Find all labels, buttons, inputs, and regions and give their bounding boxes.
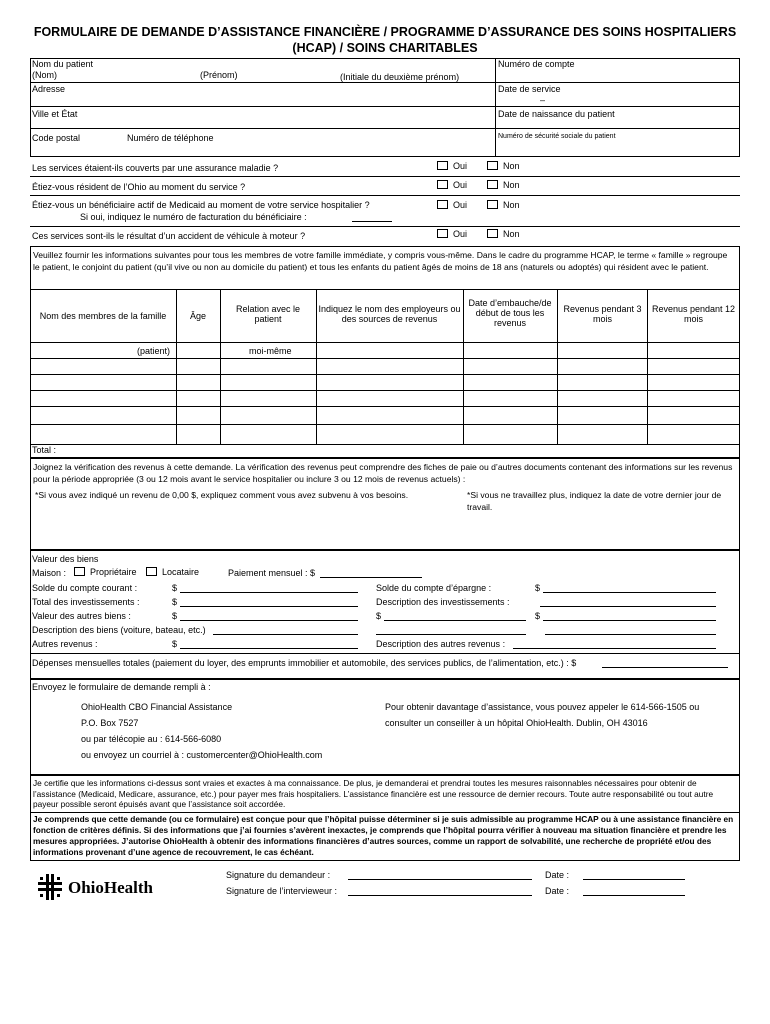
send-address-1: OhioHealth CBO Financial Assistance bbox=[81, 702, 233, 712]
dollar-sign: $ bbox=[535, 611, 541, 621]
date-field-1[interactable] bbox=[583, 879, 685, 880]
question-resident: Étiez-vous résident de l’Ohio au moment du service ? bbox=[32, 182, 246, 192]
checkbox-icon[interactable] bbox=[437, 161, 448, 170]
send-fax: ou par télécopie au : 614-566-6080 bbox=[81, 734, 222, 744]
dollar-sign: $ bbox=[172, 611, 178, 621]
col-header-3-mois: Revenus pendant 3 mois bbox=[563, 304, 642, 324]
checkbox-icon[interactable] bbox=[437, 200, 448, 209]
proprietaire-option[interactable]: Propriétaire bbox=[74, 567, 137, 577]
dollar-sign: $ bbox=[172, 583, 178, 593]
checkbox-icon[interactable] bbox=[487, 161, 498, 170]
patient-row-label: (patient) bbox=[137, 346, 171, 356]
adresse-label: Adresse bbox=[32, 84, 66, 94]
question-medicaid-followup: Si oui, indiquez le numéro de facturation du bénéficiaire : bbox=[80, 212, 307, 222]
dollar-sign: $ bbox=[172, 597, 178, 607]
note-dernier-jour: *Si vous ne travaillez plus, indiquez la date de votre dernier jour de travail. bbox=[467, 490, 722, 512]
assets-header: Valeur des biens bbox=[32, 554, 99, 564]
row-line bbox=[30, 226, 740, 227]
autres-revenus-label: Autres revenus : bbox=[32, 639, 98, 649]
col-line bbox=[220, 289, 221, 444]
total-label: Total : bbox=[32, 445, 57, 455]
solde-courant-label: Solde du compte courant : bbox=[32, 583, 138, 593]
checkbox-icon[interactable] bbox=[437, 180, 448, 189]
date-field-2[interactable] bbox=[583, 895, 685, 896]
solde-epargne-label: Solde du compte d’épargne : bbox=[376, 583, 492, 593]
medicaid-number-field[interactable] bbox=[352, 221, 392, 222]
send-header: Envoyez le formulaire de demande rempli à : bbox=[32, 682, 211, 692]
total-invest-label: Total des investissements : bbox=[32, 597, 140, 607]
row-line bbox=[30, 390, 740, 391]
ohiohealth-logo-mark bbox=[38, 872, 166, 902]
col-line bbox=[557, 289, 558, 444]
autre-bien-field-b[interactable] bbox=[543, 620, 716, 621]
paiement-mensuel-label: Paiement mensuel : $ bbox=[228, 568, 316, 578]
nom-du-patient-label: Nom du patient bbox=[32, 59, 94, 69]
form-title bbox=[30, 24, 740, 56]
solde-epargne-field[interactable] bbox=[543, 592, 716, 593]
paiement-mensuel-field[interactable] bbox=[320, 577, 422, 578]
date-service-dash: – bbox=[540, 95, 546, 105]
desc-autres-revenus-field[interactable] bbox=[513, 648, 716, 649]
col-header-employeurs: Indiquez le nom des employeurs ou des sources de revenus bbox=[318, 304, 461, 324]
send-address-2: P.O. Box 7527 bbox=[81, 718, 139, 728]
verification-text: Joignez la vérification des revenus à cette demande. La vérification des revenus peut comprendre des fiches de paie ou d’autres documents contenant des informations sur les revenus pour la période appropriée (3 ou 12 mois avant le service hospitalier ou inclure 3 ou 12 mois de revenus actuels) : bbox=[33, 462, 733, 484]
checkbox-icon[interactable] bbox=[146, 567, 157, 576]
checkbox-icon[interactable] bbox=[487, 180, 498, 189]
household-intro: Veuillez fournir les informations suivantes pour tous les membres de votre famille immédiate, y compris vous-même. Dans le cadre du programme HCAP, le terme « famille » regroupe le patient, le conjoint du patient (qu’il vive ou non au domicile du patient) et tous les enfants du patient âgés de moins de 18 ans (naturels ou adoptés) qui résident avec le patient. bbox=[33, 250, 728, 272]
send-help-2: consulter un conseiller à un hôpital OhioHealth. Dublin, OH 43016 bbox=[385, 718, 648, 728]
row-line bbox=[30, 176, 740, 177]
date-label-2: Date : bbox=[545, 886, 570, 896]
autre-bien-field-a[interactable] bbox=[384, 620, 526, 621]
col-header-relation: Relation avec le patient bbox=[235, 304, 301, 324]
logo-symbol-icon bbox=[38, 874, 62, 900]
locataire-option[interactable]: Locataire bbox=[146, 567, 199, 577]
desc-invest-field[interactable] bbox=[540, 606, 716, 607]
col-header-12-mois: Revenus pendant 12 mois bbox=[651, 304, 736, 324]
q3-oui[interactable]: Oui bbox=[437, 200, 467, 210]
title-line-2: (HCAP) / SOINS CHARITABLES bbox=[292, 41, 478, 55]
q3-non[interactable]: Non bbox=[487, 200, 520, 210]
description-biens-label: Description des biens (voiture, bateau, etc.) bbox=[32, 625, 206, 635]
col-header-date-embauche: Date d’embauche/de début de tous les revenus bbox=[468, 298, 552, 328]
checkbox-icon[interactable] bbox=[74, 567, 85, 576]
row-line bbox=[30, 106, 740, 107]
row-line bbox=[30, 374, 740, 375]
q4-oui[interactable]: Oui bbox=[437, 229, 467, 239]
row-line bbox=[30, 812, 740, 813]
row-line bbox=[30, 358, 740, 359]
signature-intervieweur-label: Signature de l’intervieweur : bbox=[226, 886, 338, 896]
description-biens-field-c[interactable] bbox=[545, 634, 716, 635]
description-biens-field[interactable] bbox=[213, 634, 358, 635]
dollar-sign: $ bbox=[535, 583, 541, 593]
checkbox-icon[interactable] bbox=[437, 229, 448, 238]
telephone-label: Numéro de téléphone bbox=[127, 133, 214, 143]
nom-label: (Nom) bbox=[32, 70, 57, 80]
question-medicaid: Étiez-vous un bénéficiaire actif de Medicaid au moment de votre service hospitalier ? bbox=[32, 200, 370, 210]
checkbox-icon[interactable] bbox=[487, 200, 498, 209]
initiale-label: (Initiale du deuxième prénom) bbox=[340, 72, 460, 82]
row-line bbox=[30, 289, 740, 290]
send-email: ou envoyez un courriel à : customercenter@OhioHealth.com bbox=[81, 750, 323, 760]
securite-sociale-label: Numéro de sécurité sociale du patient bbox=[498, 133, 616, 140]
autres-biens-field[interactable] bbox=[180, 620, 358, 621]
date-naissance-label: Date de naissance du patient bbox=[498, 109, 615, 119]
patient-info-divider bbox=[495, 58, 496, 157]
note-revenu-zero: *Si vous avez indiqué un revenu de 0,00 $, expliquez comment vous avez subvenu à vos besoins. bbox=[35, 490, 409, 500]
signature-demandeur-label: Signature du demandeur : bbox=[226, 870, 331, 880]
q1-non[interactable]: Non bbox=[487, 161, 520, 171]
autres-biens-label: Valeur des autres biens : bbox=[32, 611, 131, 621]
row-line bbox=[30, 406, 740, 407]
col-header-age: Âge bbox=[189, 311, 206, 321]
row-line bbox=[30, 424, 740, 425]
depenses-label: Dépenses mensuelles totales (paiement du loyer, des emprunts immobilier et automobile, des services publics, de l’alimentation, etc.) : $ bbox=[32, 658, 577, 668]
ville-etat-label: Ville et État bbox=[32, 109, 78, 119]
question-accident: Ces services sont-ils le résultat d’un accident de véhicule à moteur ? bbox=[32, 231, 306, 241]
col-header-nom: Nom des membres de la famille bbox=[39, 311, 167, 321]
ohiohealth-logo bbox=[38, 872, 166, 907]
signature-demandeur-field[interactable] bbox=[348, 879, 532, 880]
total-invest-field[interactable] bbox=[180, 606, 358, 607]
col-line bbox=[316, 289, 317, 444]
q4-non[interactable]: Non bbox=[487, 229, 520, 239]
dollar-sign: $ bbox=[172, 639, 178, 649]
signature-intervieweur-field[interactable] bbox=[348, 895, 532, 896]
checkbox-icon[interactable] bbox=[487, 229, 498, 238]
row-line bbox=[30, 653, 740, 654]
prenom-label: (Prénom) bbox=[200, 70, 238, 80]
date-service-label: Date de service bbox=[498, 84, 561, 94]
q2-oui[interactable]: Oui bbox=[437, 180, 467, 190]
date-label-1: Date : bbox=[545, 870, 570, 880]
solde-courant-field[interactable] bbox=[180, 592, 358, 593]
depenses-field[interactable] bbox=[602, 667, 728, 668]
row-line bbox=[30, 444, 740, 445]
send-help-1: Pour obtenir davantage d’assistance, vous pouvez appeler le 614-566-1505 ou bbox=[385, 702, 700, 712]
row-line bbox=[30, 195, 740, 196]
maison-label: Maison : bbox=[32, 568, 67, 578]
question-assurance: Les services étaient-ils couverts par une assurance maladie ? bbox=[32, 163, 279, 173]
q1-oui[interactable]: Oui bbox=[437, 161, 467, 171]
q2-non[interactable]: Non bbox=[487, 180, 520, 190]
row-line bbox=[30, 128, 740, 129]
numero-compte-label: Numéro de compte bbox=[498, 59, 575, 69]
desc-invest-label: Description des investissements : bbox=[376, 597, 510, 607]
certify-text: Je certifie que les informations ci-dessus sont vraies et exactes à ma connaissance. De plus, je demanderai et prendrai toutes les mesures raisonnables nécessaires pour obtenir de l’assistance (Medicaid, Medicare, assurance, etc.) pour payer mes frais hospitaliers. L’assistance financière est une ressource de dernier recours. Toute autre responsabilité ou tout autre payeur possible seront épuisés avant que l’assistance soit accordée. bbox=[33, 778, 714, 809]
row-line bbox=[30, 82, 740, 83]
certify-bold-text: Je comprends que cette demande (ou ce formulaire) est conçue pour que l’hôpital puisse déterminer si je suis admissible au programme HCAP ou à une assistance financière en fonction de critères définis. Si des informations que j’ai fournies s’avèrent inexactes, je comprends que l’hôpital pourra vérifier à nouveau ma situation financière et prendre les mesures appropriées. J’autorise OhioHealth à obtenir des informations financières d’autres sources, comme un rapport de solvabilité, une recherche de propriété et/ou des informations provenant d’une agence de recouvrement, le cas échéant. bbox=[33, 814, 734, 857]
dollar-sign: $ bbox=[376, 611, 382, 621]
title-line-1: FORMULAIRE DE DEMANDE D’ASSISTANCE FINANCIÈRE / PROGRAMME D’ASSURANCE DES SOINS HOSPITALIERS bbox=[33, 25, 737, 39]
description-biens-field-b[interactable] bbox=[376, 634, 526, 635]
autres-revenus-field[interactable] bbox=[180, 648, 358, 649]
desc-autres-revenus-label: Description des autres revenus : bbox=[376, 639, 506, 649]
col-line bbox=[647, 289, 648, 444]
row-line bbox=[30, 342, 740, 343]
logo-text: OhioHealth bbox=[68, 878, 154, 897]
code-postal-label: Code postal bbox=[32, 133, 81, 143]
moi-meme-label: moi-même bbox=[249, 346, 292, 356]
